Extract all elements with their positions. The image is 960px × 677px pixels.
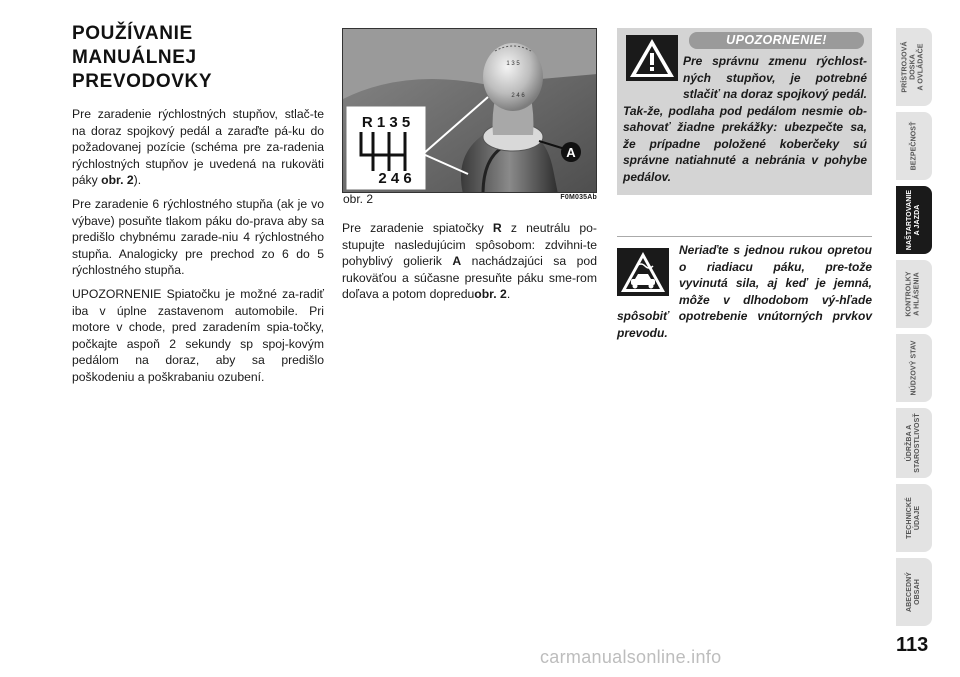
- tab-starting-driving-label: NAŠTARTOVANIE A JAZDA: [906, 189, 922, 251]
- tab-emergency-label: NÚDZOVÝ STAV: [910, 340, 917, 396]
- gear-pattern-top: R 1 3 5: [361, 114, 411, 131]
- tab-technical-data-label: TECHNICKÉ ÚDAJE: [906, 497, 921, 539]
- gear-pattern-bottom: 2 4 6: [378, 170, 412, 187]
- collar-symbol: A: [452, 254, 462, 269]
- tab-instrument-panel[interactable]: [896, 28, 932, 106]
- knob-bottom-numbers: 2 4 6: [511, 93, 525, 99]
- paragraph-shifting-end: ).: [133, 173, 142, 188]
- note-block: [617, 242, 872, 341]
- reverse-figure-reference: obr. 2: [474, 287, 507, 302]
- tab-maintenance[interactable]: [896, 408, 932, 478]
- figure-caption: [342, 192, 597, 206]
- tab-emergency[interactable]: [896, 334, 932, 402]
- gear-knob: [483, 43, 543, 111]
- figure-reference: obr. 2: [101, 173, 134, 188]
- title-line-1: POUŽÍVANIE: [72, 23, 193, 44]
- callout-label: A: [566, 145, 576, 160]
- tab-safety[interactable]: [896, 112, 932, 180]
- paragraph-reverse-gear: [342, 220, 597, 303]
- paragraph-reverse-warning: UPOZORNENIE Spiatočku je možné za-radiť iba v úplne zastavenom automobile. Pri motore v chode, pred zaradením spia-točky, počkajte aspoň 2 sekundy sp spoj-kovým pedálom na doraz, aby sa predišlo poškodeniu a poškrabaniu ozubení.: [72, 286, 324, 384]
- tab-maintenance-label: ÚDRŽBA A STAROSTLIVOSŤ: [906, 413, 922, 473]
- tab-warning-lights[interactable]: [896, 260, 932, 328]
- warning-text: Pre správnu zmenu rýchlost-ných stupňov, je potrebné stlačiť na doraz spojkový pedál. Tak-že, podlaha pod pedálom nesmie ob-sahovať žiadne prekážky: ubezpečte sa, že prípadne položené koberčeky sú správne natiahnuté a nebránia v pohybe pedálov.: [623, 54, 867, 184]
- warning-header: UPOZORNENIE!: [689, 32, 864, 49]
- gear-lever-figure: [342, 28, 597, 193]
- page-number: 113: [896, 634, 929, 656]
- tab-technical-data[interactable]: [896, 484, 932, 552]
- gear-lever-illustration: [343, 29, 597, 193]
- reverse-text-4: .: [506, 287, 511, 302]
- title-line-3: PREVODOVKY: [72, 71, 213, 92]
- title-line-2: MANUÁLNEJ: [72, 47, 197, 68]
- left-column: [72, 22, 324, 393]
- tab-warning-lights-label: KONTROLKY A HLÁSENIA: [906, 271, 922, 317]
- tab-index[interactable]: [896, 558, 932, 626]
- tab-starting-driving[interactable]: [896, 186, 932, 254]
- reverse-symbol: R: [492, 221, 502, 235]
- watermark: carmanualsonline.info: [540, 647, 722, 667]
- paragraph-sixth-gear: Pre zaradenie 6 rýchlostného stupňa (ak je vo výbave) posuňte tlakom páku do-prava aby sa predišlo chybnému zarade-niu 4 rýchlostného stupňa. Analogicky pre prechod zo 6 do 5 rýchlostného stupňa.: [72, 196, 324, 278]
- reverse-text-2: z neutrálu po-stupujte nasledujúcim spôsobom: zdvihni-te pohyblivý golierik: [342, 221, 597, 269]
- note-text: Neriaďte s jednou rukou opretou o riadiacu páku, pre-tože vyvinutá sila, aj keď je jemná, môže v dlhodobom vý-hľade spôsobiť opotrebenie vnútorných prvkov prevodu.: [617, 243, 872, 340]
- tab-index-label: ABECEDNÝ OBSAH: [906, 571, 921, 613]
- tab-instrument-panel-label: PRÍSTROJOVÁ DOSKA A OVLÁDAČE: [902, 41, 925, 93]
- section-title: [72, 22, 324, 94]
- warning-box: [617, 28, 872, 195]
- paragraph-shifting-text: Pre zaradenie rýchlostných stupňov, stlač-te na doraz spojkový pedál a zaraďte pá-ku do požadovanej pozície (schéma pre za-radenia rýchlostných stupňov je uvedená na rukoväti páky: [72, 107, 324, 188]
- knob-top-numbers: 1 3 5: [506, 61, 520, 67]
- reverse-text-3: nachádzajúci sa pod rukoväťou a súčasne presuňte páku sme-rom doľava a potom dopredu: [342, 254, 597, 302]
- figure-code: F0M035Ab: [560, 194, 597, 201]
- middle-column: [342, 220, 597, 310]
- tab-safety-label: BEZPEČNOSŤ: [910, 121, 917, 171]
- figure-caption-label: obr. 2: [343, 192, 374, 206]
- note-divider: [617, 236, 872, 237]
- reverse-text-1: Pre zaradenie spiatočky: [342, 221, 493, 235]
- paragraph-shifting: [72, 106, 324, 189]
